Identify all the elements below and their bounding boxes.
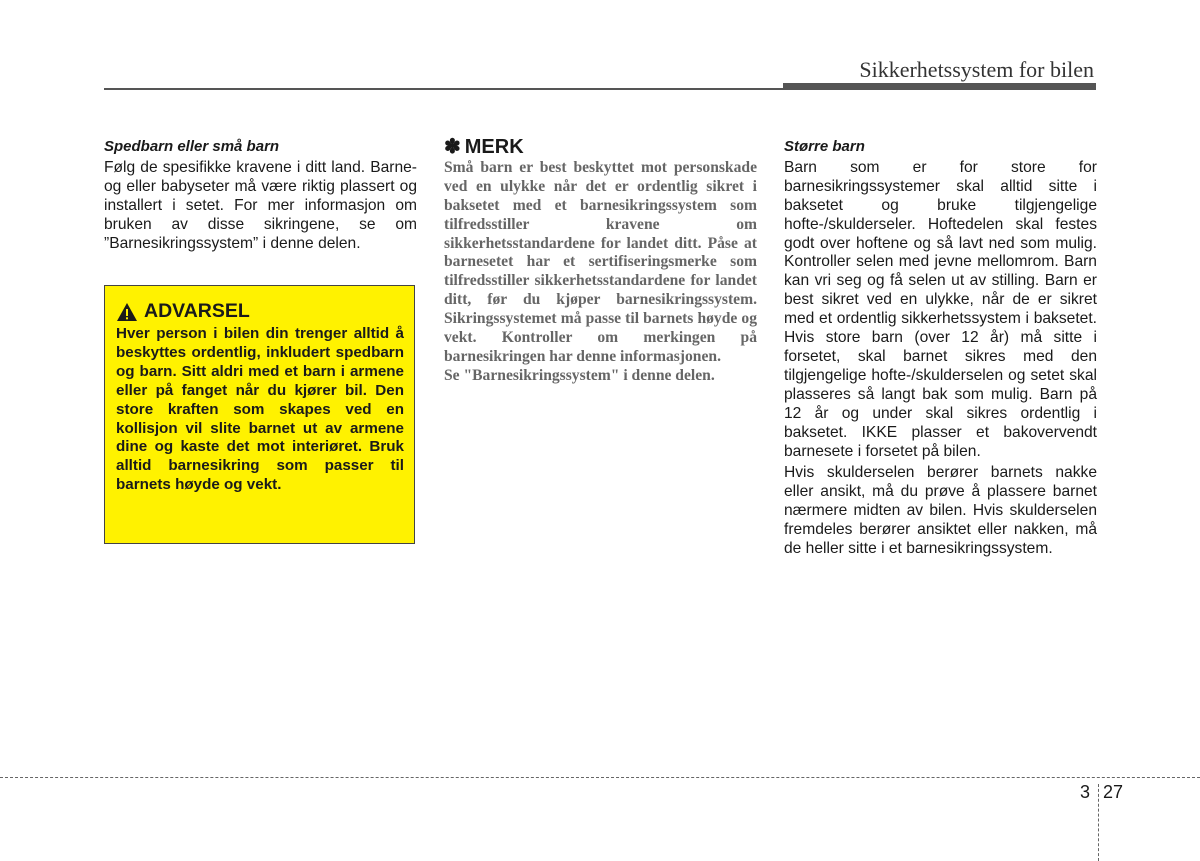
note-text: Små barn er best beskyttet mot personskade ved en ulykke når det er ordentlig sikret i baksetet med et barnesikringssystem som tilfredsstiller kravene om sikkerhetsstandardene for landet ditt. Påse at barnesetet har et sertifiseringsmerke som tilfredsstiller sikkerhetsstandardene for landet ditt, før du kjøper barnesikringssystem. Sikringssystemet må passe til barnets høyde og vekt. Kontroller om merkingen på barnesikringen har denne informasjonen. — [444, 158, 757, 365]
paragraph-infants: Følg de spesifikke kravene i ditt land. Barne- og eller babyseter må være riktig plassert og installert i setet. For mer informasjon om bruken av disse sikringene, se om ”Barnesikringssystem” i denne delen. — [104, 158, 417, 252]
header-title: Sikkerhetssystem for bilen — [859, 57, 1094, 82]
column-right — [784, 138, 1097, 559]
column-middle — [444, 138, 757, 386]
footer-vertical-divider — [1098, 784, 1099, 861]
warning-header — [116, 300, 404, 323]
note-header — [444, 138, 757, 157]
column-left — [104, 138, 417, 253]
header-rule-accent — [783, 83, 1096, 90]
section-number: 3 — [1080, 782, 1091, 802]
subheading-older-children: Større barn — [784, 138, 865, 155]
header-rule — [104, 88, 784, 90]
warning-title: ADVARSEL — [144, 300, 250, 322]
paragraph-shoulder-belt: Hvis skulderselen berører barnets nakke eller ansikt, må du prøve å plassere barnet nærmere midten av bilen. Hvis skulderselen fremdeles berører ansiktet eller nakken, må de heller sitte i et barnesikringssystem. — [784, 464, 1097, 558]
footer-divider — [0, 777, 1200, 778]
subheading-infants: Spedbarn eller små barn — [104, 138, 280, 155]
note-title: MERK — [464, 136, 524, 158]
warning-text: Hver person i bilen din trenger alltid å beskyttes ordentlig, inkludert spedbarn og barn. Sitt aldri med et barn i armene eller på fanget når du kjører bil. Den store kraften som skapes ved en kollisjon vil slite barnet ut av armene dine og kaste det mot interiøret. Bruk alltid barnesikring som passer til barnets høyde og vekt. — [116, 325, 404, 494]
warning-box — [104, 285, 415, 544]
asterisk-icon: ✽ — [444, 136, 461, 158]
note-reference: Se "Barnesikringssystem" i denne delen. — [444, 366, 715, 384]
warning-triangle-icon — [116, 302, 138, 322]
paragraph-older-children: Barn som er for store for barnesikringssystemer skal alltid sitte i baksetet og bruke tilgjengelige hofte-/skulderseler. Hoftedelen skal festes godt over hoftene og så lavt ned som mulig. Kontroller selen med jevne mellomrom. Barn kan vri seg og få selen ut av stilling. Barn er best sikret ved en ulykke, når de er sikret med et ordentlig sikkerhetssystem i baksetet. Hvis store barn (over 12 år) må sitte i forsetet, skal barnet sikres med den tilgjengelige hofte-/skulderselen og setet skal plasseres så langt bak som mulig. Barn på 12 år og under skal sikres ordentlig i baksetet. IKKE plasser et bakovervendt barnesete i forsetet på bilen. — [784, 158, 1097, 460]
page-number: 27 — [1103, 782, 1124, 802]
